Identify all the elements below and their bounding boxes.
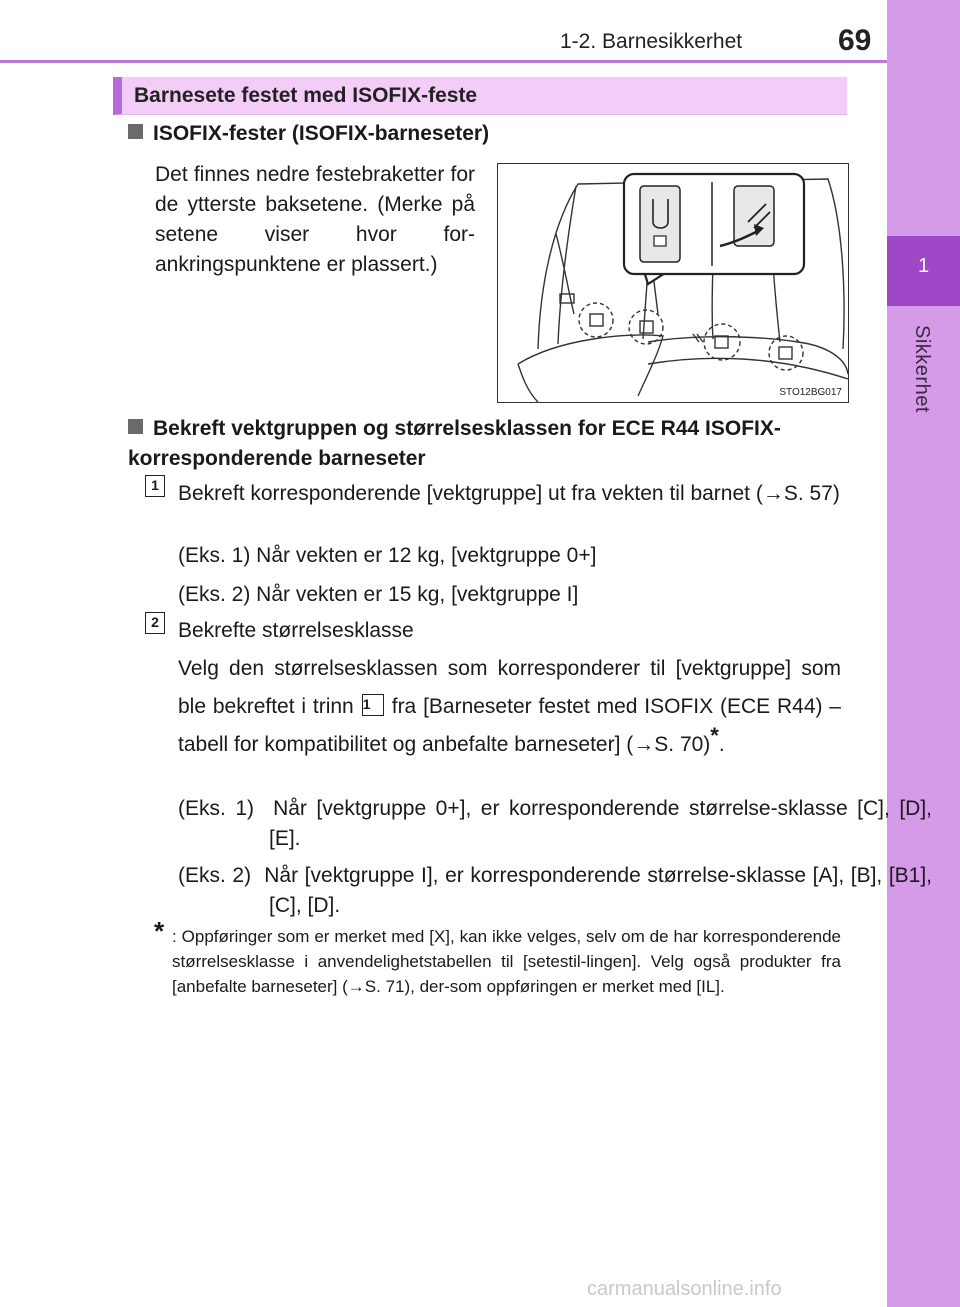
step2-text-part2: fra [Barneseter festet med ISOFIX (ECE R44) – tabell for kompatibilitet og anbefalte barneseter] (→S. 70) [178,695,841,756]
step-number-2: 2 [145,612,165,634]
section-title: 1-2. Barnesikkerhet [560,30,743,53]
page-number: 69 [838,24,872,57]
step2-example2 [178,861,932,921]
footnote-text: : Oppføringer som er merket med [X], kan ikke velges, selv om de har korresponderende størrelsesklasse i anvendelighetstabellen til [setestil-lingen]. Velg også produkter fra [anbefalte barneseter] (→S. 71), der-som oppføringen er merket med [IL]. [172,927,841,996]
example-text: Når [vektgruppe 0+], er korresponderende størrelse-sklasse [C], [D], [E]. [269,797,932,850]
square-bullet-icon [128,419,143,434]
watermark: carmanualsonline.info [587,1278,782,1300]
footnote-star: * [154,916,165,946]
step2-end-punct: . [718,733,725,756]
step1-text: Bekreft korresponderende [vektgruppe] ut fra vekten til barnet (→S. 57) [178,482,840,505]
subsection-heading-weight-group [128,414,840,474]
step1-example2: (Eks. 2) Når vekten er 15 kg, [vektgruppe I] [178,583,579,606]
isofix-illustration [497,163,849,403]
header-divider [0,60,887,63]
subsection-heading-isofix [128,122,489,146]
chapter-tab-strip [887,0,960,1307]
square-bullet-icon [128,124,143,139]
inline-step-ref: 1 [362,694,384,716]
subsection-heading-text: ISOFIX-fester (ISOFIX-barneseter) [153,122,490,145]
section-banner [113,77,847,115]
chapter-label: Sikkerhet [911,325,933,413]
step2-text-part1: Velg den størrelsesklassen som korresponderer til [vektgruppe] som ble bekreftet i trinn [178,657,841,718]
example-label: (Eks. 2) [178,864,252,887]
subsection-heading-text: Bekreft vektgruppen og størrelsesklassen for ECE R44 ISOFIX-korresponderende barneseter [128,417,781,470]
footnote [154,916,841,999]
intro-paragraph: Det finnes nedre festebraketter for de ytterste baksetene. (Merke på setene viser hvor for-ankringspunktene er plassert.) [155,163,475,276]
example-label: (Eks. 1) [178,797,255,820]
section-banner-title: Barnesete festet med ISOFIX-feste [134,84,478,107]
rear-seat-drawing [498,164,849,403]
step2-example1 [178,794,932,854]
chapter-number: 1 [917,255,930,277]
example-text: Når [vektgruppe I], er korresponderende størrelse-sklasse [A], [B], [B1], [C], [D]. [264,864,933,917]
figure-code: STO12BG017 [779,387,842,398]
step-number-1: 1 [145,475,165,497]
step1-example1: (Eks. 1) Når vekten er 12 kg, [vektgruppe 0+] [178,544,597,567]
step2-text [178,650,841,764]
footnote-marker: * [710,723,719,748]
step2-title: Bekrefte størrelsesklasse [178,619,414,642]
